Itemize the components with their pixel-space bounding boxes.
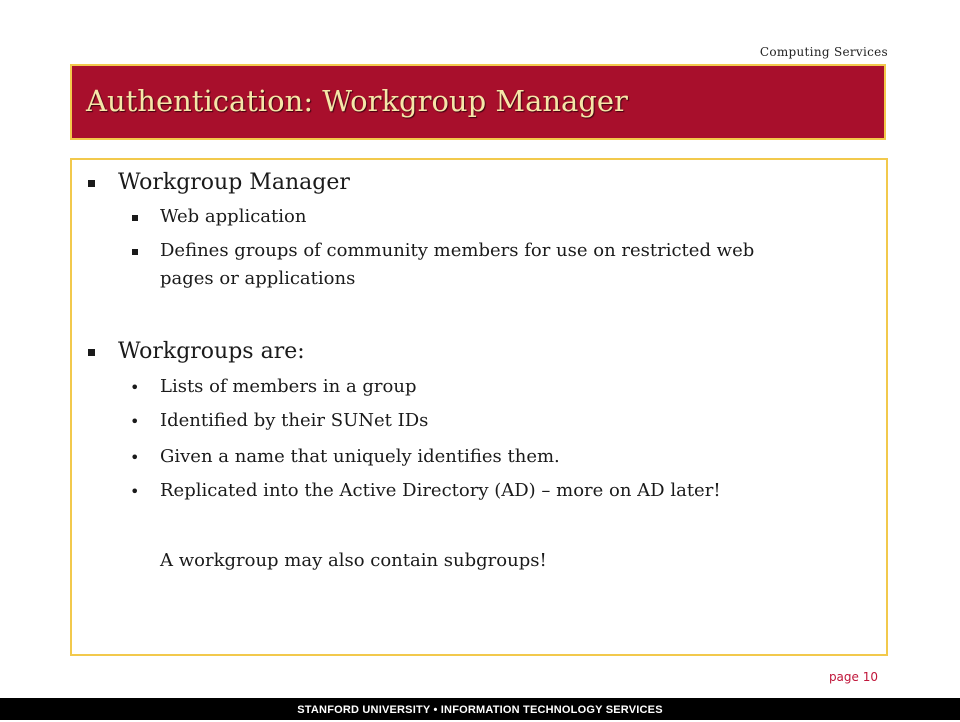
square-bullet-icon <box>88 180 95 187</box>
square-bullet-icon <box>132 215 138 221</box>
round-bullet-icon: • <box>130 482 140 501</box>
square-bullet-icon <box>88 349 95 356</box>
header-label: Computing Services <box>759 45 888 59</box>
list-item: Defines groups of community members for use on restricted web <box>160 240 755 261</box>
footer-bar: STANFORD UNIVERSITY • INFORMATION TECHNOLOGY SERVICES <box>0 698 960 720</box>
round-bullet-icon: • <box>130 448 140 467</box>
page-number: page 10 <box>828 670 878 684</box>
slide-title: Authentication: Workgroup Manager <box>86 84 628 118</box>
round-bullet-icon: • <box>130 412 140 431</box>
list-item: Given a name that uniquely identifies them. <box>160 446 560 467</box>
square-bullet-icon <box>132 249 138 255</box>
round-bullet-icon: • <box>130 378 140 397</box>
section-heading: Workgroup Manager <box>118 170 350 195</box>
list-item: Identified by their SUNet IDs <box>160 410 429 431</box>
title-bar <box>70 64 886 140</box>
list-item: Web application <box>160 206 307 227</box>
list-item: Replicated into the Active Directory (AD) – more on AD later! <box>160 480 721 501</box>
section-note: A workgroup may also contain subgroups! <box>160 550 547 571</box>
list-item-continuation: pages or applications <box>160 268 356 289</box>
content-box <box>70 158 888 656</box>
section-heading: Workgroups are: <box>118 339 305 364</box>
list-item: Lists of members in a group <box>160 376 417 397</box>
